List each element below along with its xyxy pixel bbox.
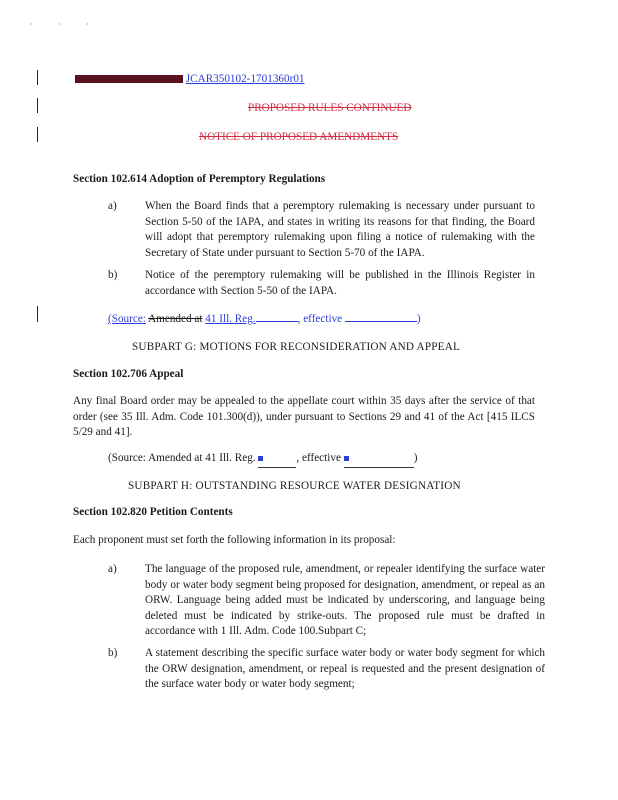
- section-820-item-a-label: a): [108, 563, 117, 575]
- section-614-item-b-text: Notice of the peremptory rulemaking will be published in the Illinois Register in accordance with Section 5-50 of the IAPA.: [145, 269, 535, 297]
- margin-bar-2: [37, 98, 38, 113]
- section-614-heading: Section 102.614 Adoption of Peremptory Regulations: [73, 173, 326, 185]
- section-820-heading: Section 102.820 Petition Contents: [73, 506, 233, 518]
- header-line-2: PROPOSED RULES CONTINUED: [248, 102, 412, 114]
- section-820-item-b-text: A statement describing the specific surface water body or water body segment for which the ORW designation, amendment, or repeal is requested and the present designation of the surface water body or water body segment;: [145, 647, 545, 691]
- section-820-intro: Each proponent must set forth the following information in its proposal:: [73, 534, 396, 546]
- subpart-h-title: SUBPART H: OUTSTANDING RESOURCE WATER DESIGNATION: [128, 480, 461, 492]
- header-line-3: NOTICE OF PROPOSED AMENDMENTS: [199, 131, 399, 143]
- source-reg-blank: [256, 321, 298, 322]
- source-effective: , effective: [297, 313, 343, 325]
- section-706-source-note: [108, 451, 417, 468]
- source-706-prefix: (Source: Amended at 41 Ill. Reg.: [108, 452, 256, 464]
- subpart-g-title: SUBPART G: MOTIONS FOR RECONSIDERATION AND APPEAL: [132, 341, 461, 353]
- margin-bar-4: [37, 306, 38, 322]
- source-706-effective-blank: [344, 451, 414, 468]
- source-706-reg-blank: [258, 451, 296, 468]
- blue-marker: [258, 456, 263, 461]
- section-614-item-a-text: When the Board finds that a peremptory rulemaking is necessary under pursuant to Section 5-50 of the IAPA, and states in writing its reasons for that finding, the Board will adopt that peremptory rulemaking upon filing a notice of rulemaking with the Secretary of State under pursuant to Section 5-70 of the IAPA.: [145, 200, 535, 259]
- scan-marks: ' ' ': [30, 22, 101, 30]
- source-706-close: ): [413, 452, 418, 464]
- margin-bar-1: [37, 70, 38, 85]
- source-706-effective: , effective: [296, 452, 341, 464]
- redaction-block: [75, 75, 183, 83]
- header-line-1: [75, 72, 305, 88]
- source-effective-blank: [345, 321, 417, 322]
- section-614-item-a-label: a): [108, 200, 117, 212]
- source-close: ): [416, 313, 421, 325]
- section-820-item-a-text: The language of the proposed rule, amendment, or repealer identifying the surface water body or water body segment being proposed for designation, amendment, or repeal as an ORW. Language being added must be indicated by underscoring, and language being deleted must be indicated by strike-outs. The proposed rule must be drafted in accordance with 1 Ill. Adm. Code 100.Subpart C;: [145, 563, 545, 638]
- source-open: (Source:: [108, 313, 146, 325]
- header-id-code: JCAR350102-1701360r01: [185, 73, 305, 85]
- section-614-item-b-label: b): [108, 269, 118, 281]
- section-820-item-b-label: b): [108, 647, 118, 659]
- section-614-source-note: [108, 312, 421, 328]
- section-706-heading: Section 102.706 Appeal: [73, 368, 184, 380]
- blue-marker: [344, 456, 349, 461]
- source-reg: 41 Ill. Reg.: [205, 313, 256, 325]
- section-706-text: Any final Board order may be appealed to the appellate court within 35 days after the service of that order (see 35 Ill. Adm. Code 101.300(d)), under pursuant to Sections 29 and 41 of the Act [415 ILCS 5/29 and 41].: [73, 395, 535, 439]
- source-struck: Amended at: [148, 313, 203, 325]
- margin-bar-3: [37, 127, 38, 142]
